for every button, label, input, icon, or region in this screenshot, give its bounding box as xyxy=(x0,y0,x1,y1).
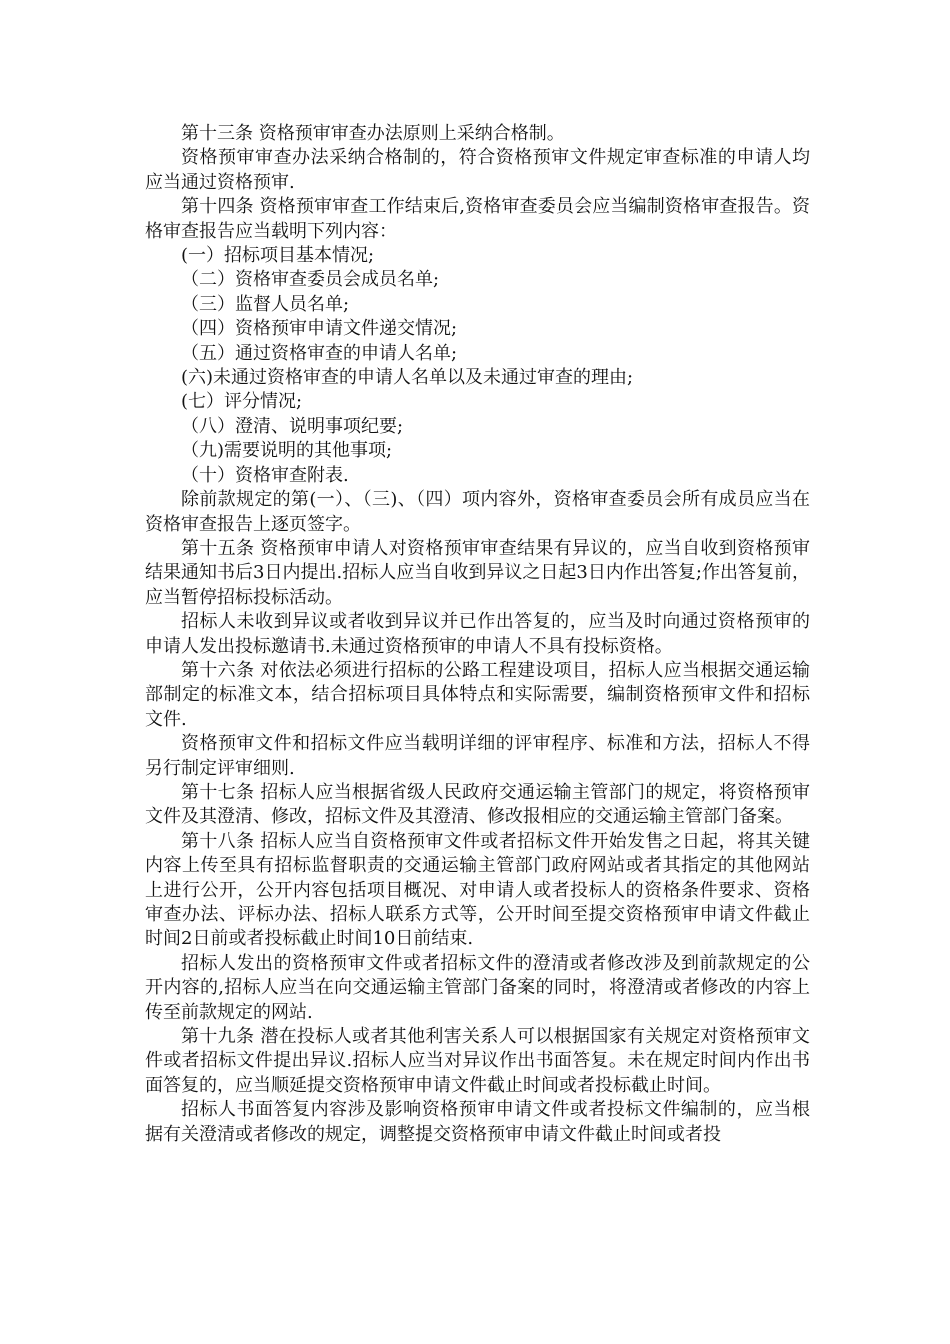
list-item: (一）招标项目基本情况; xyxy=(181,245,375,267)
list-item: （三）监督人员名单; xyxy=(181,293,350,315)
list-item: （十）资格审查附表. xyxy=(181,464,349,486)
paragraph-article-16: 第十六条 对依法必须进行招标的公路工程建设项目，招标人应当根据交通运输部制定的标准文本，结合招标项目具体特点和实际需要，编制资格预审文件和招标文件. xyxy=(145,659,810,730)
document-body xyxy=(145,122,810,1147)
paragraph-signature-requirement: 除前款规定的第(一）、（三)、（四）项内容外，资格审查委员会所有成员应当在资格审查报告上逐页签字。 xyxy=(145,489,810,535)
paragraph-invitation: 招标人未收到异议或者收到异议并已作出答复的，应当及时向通过资格预审的申请人发出投标邀请书.未通过资格预审的申请人不具有投标资格。 xyxy=(145,611,810,657)
list-item: （九)需要说明的其他事项; xyxy=(181,440,393,462)
paragraph-qualified-system: 资格预审审查办法采纳合格制的，符合资格预审文件规定审查标准的申请人均应当通过资格预审. xyxy=(145,147,810,193)
report-contents-list xyxy=(145,244,810,488)
list-item: （五）通过资格审查的申请人名单; xyxy=(181,342,458,364)
paragraph-article-17: 第十七条 招标人应当根据省级人民政府交通运输主管部门的规定，将资格预审文件及其澄清、修改，招标文件及其澄清、修改报相应的交通运输主管部门备案。 xyxy=(145,781,810,828)
paragraph-evaluation-procedures: 资格预审文件和招标文件应当载明详细的评审程序、标准和方法，招标人不得另行制定评审细则. xyxy=(145,733,810,779)
paragraph-article-18: 第十八条 招标人应当自资格预审文件或者招标文件开始发售之日起，将其关键内容上传至具有招标监督职责的交通运输主管部门政府网站或者其指定的其他网站上进行公开，公开内容包括项目概况、对申请人或者投标人的资格条件要求、资格审查办法、评标办法、招标人联系方式等，公开时间至提交资格预审申请文件截止时间2日前或者投标截止时间10日前结束. xyxy=(145,830,810,950)
paragraph-clarification-publication: 招标人发出的资格预审文件或者招标文件的澄清或者修改涉及到前款规定的公开内容的,招标人应当在向交通运输主管部门备案的同时，将澄清或者修改的内容上传至前款规定的网站. xyxy=(145,952,810,1023)
list-item: （八）澄清、说明事项纪要; xyxy=(181,415,404,437)
list-item: （二）资格审查委员会成员名单; xyxy=(181,269,440,291)
list-item: (六)未通过资格审查的申请人名单以及未通过审查的理由; xyxy=(181,367,634,389)
list-item: (七）评分情况; xyxy=(181,391,303,413)
paragraph-deadline-adjustment: 招标人书面答复内容涉及影响资格预审申请文件或者投标文件编制的，应当根据有关澄清或者修改的规定，调整提交资格预审申请文件截止时间或者投 xyxy=(145,1099,810,1145)
paragraph-article-15: 第十五条 资格预审申请人对资格预审审查结果有异议的，应当自收到资格预审结果通知书后3日内提出.招标人应当自收到异议之日起3日内作出答复;作出答复前，应当暂停招标投标活动。 xyxy=(145,537,810,608)
list-item: （四）资格预审申请文件递交情况; xyxy=(181,318,458,340)
paragraph-article-13: 第十三条 资格预审审查办法原则上采纳合格制。 xyxy=(181,123,565,144)
paragraph-article-14: 第十四条 资格预审审查工作结束后,资格审查委员会应当编制资格审查报告。资格审查报告应当载明下列内容： xyxy=(145,196,810,242)
paragraph-article-19: 第十九条 潜在投标人或者其他利害关系人可以根据国家有关规定对资格预审文件或者招标文件提出异议.招标人应当对异议作出书面答复。未在规定时间内作出书面答复的，应当顺延提交资格预审申请文件截止时间或者投标截止时间。 xyxy=(145,1026,810,1096)
